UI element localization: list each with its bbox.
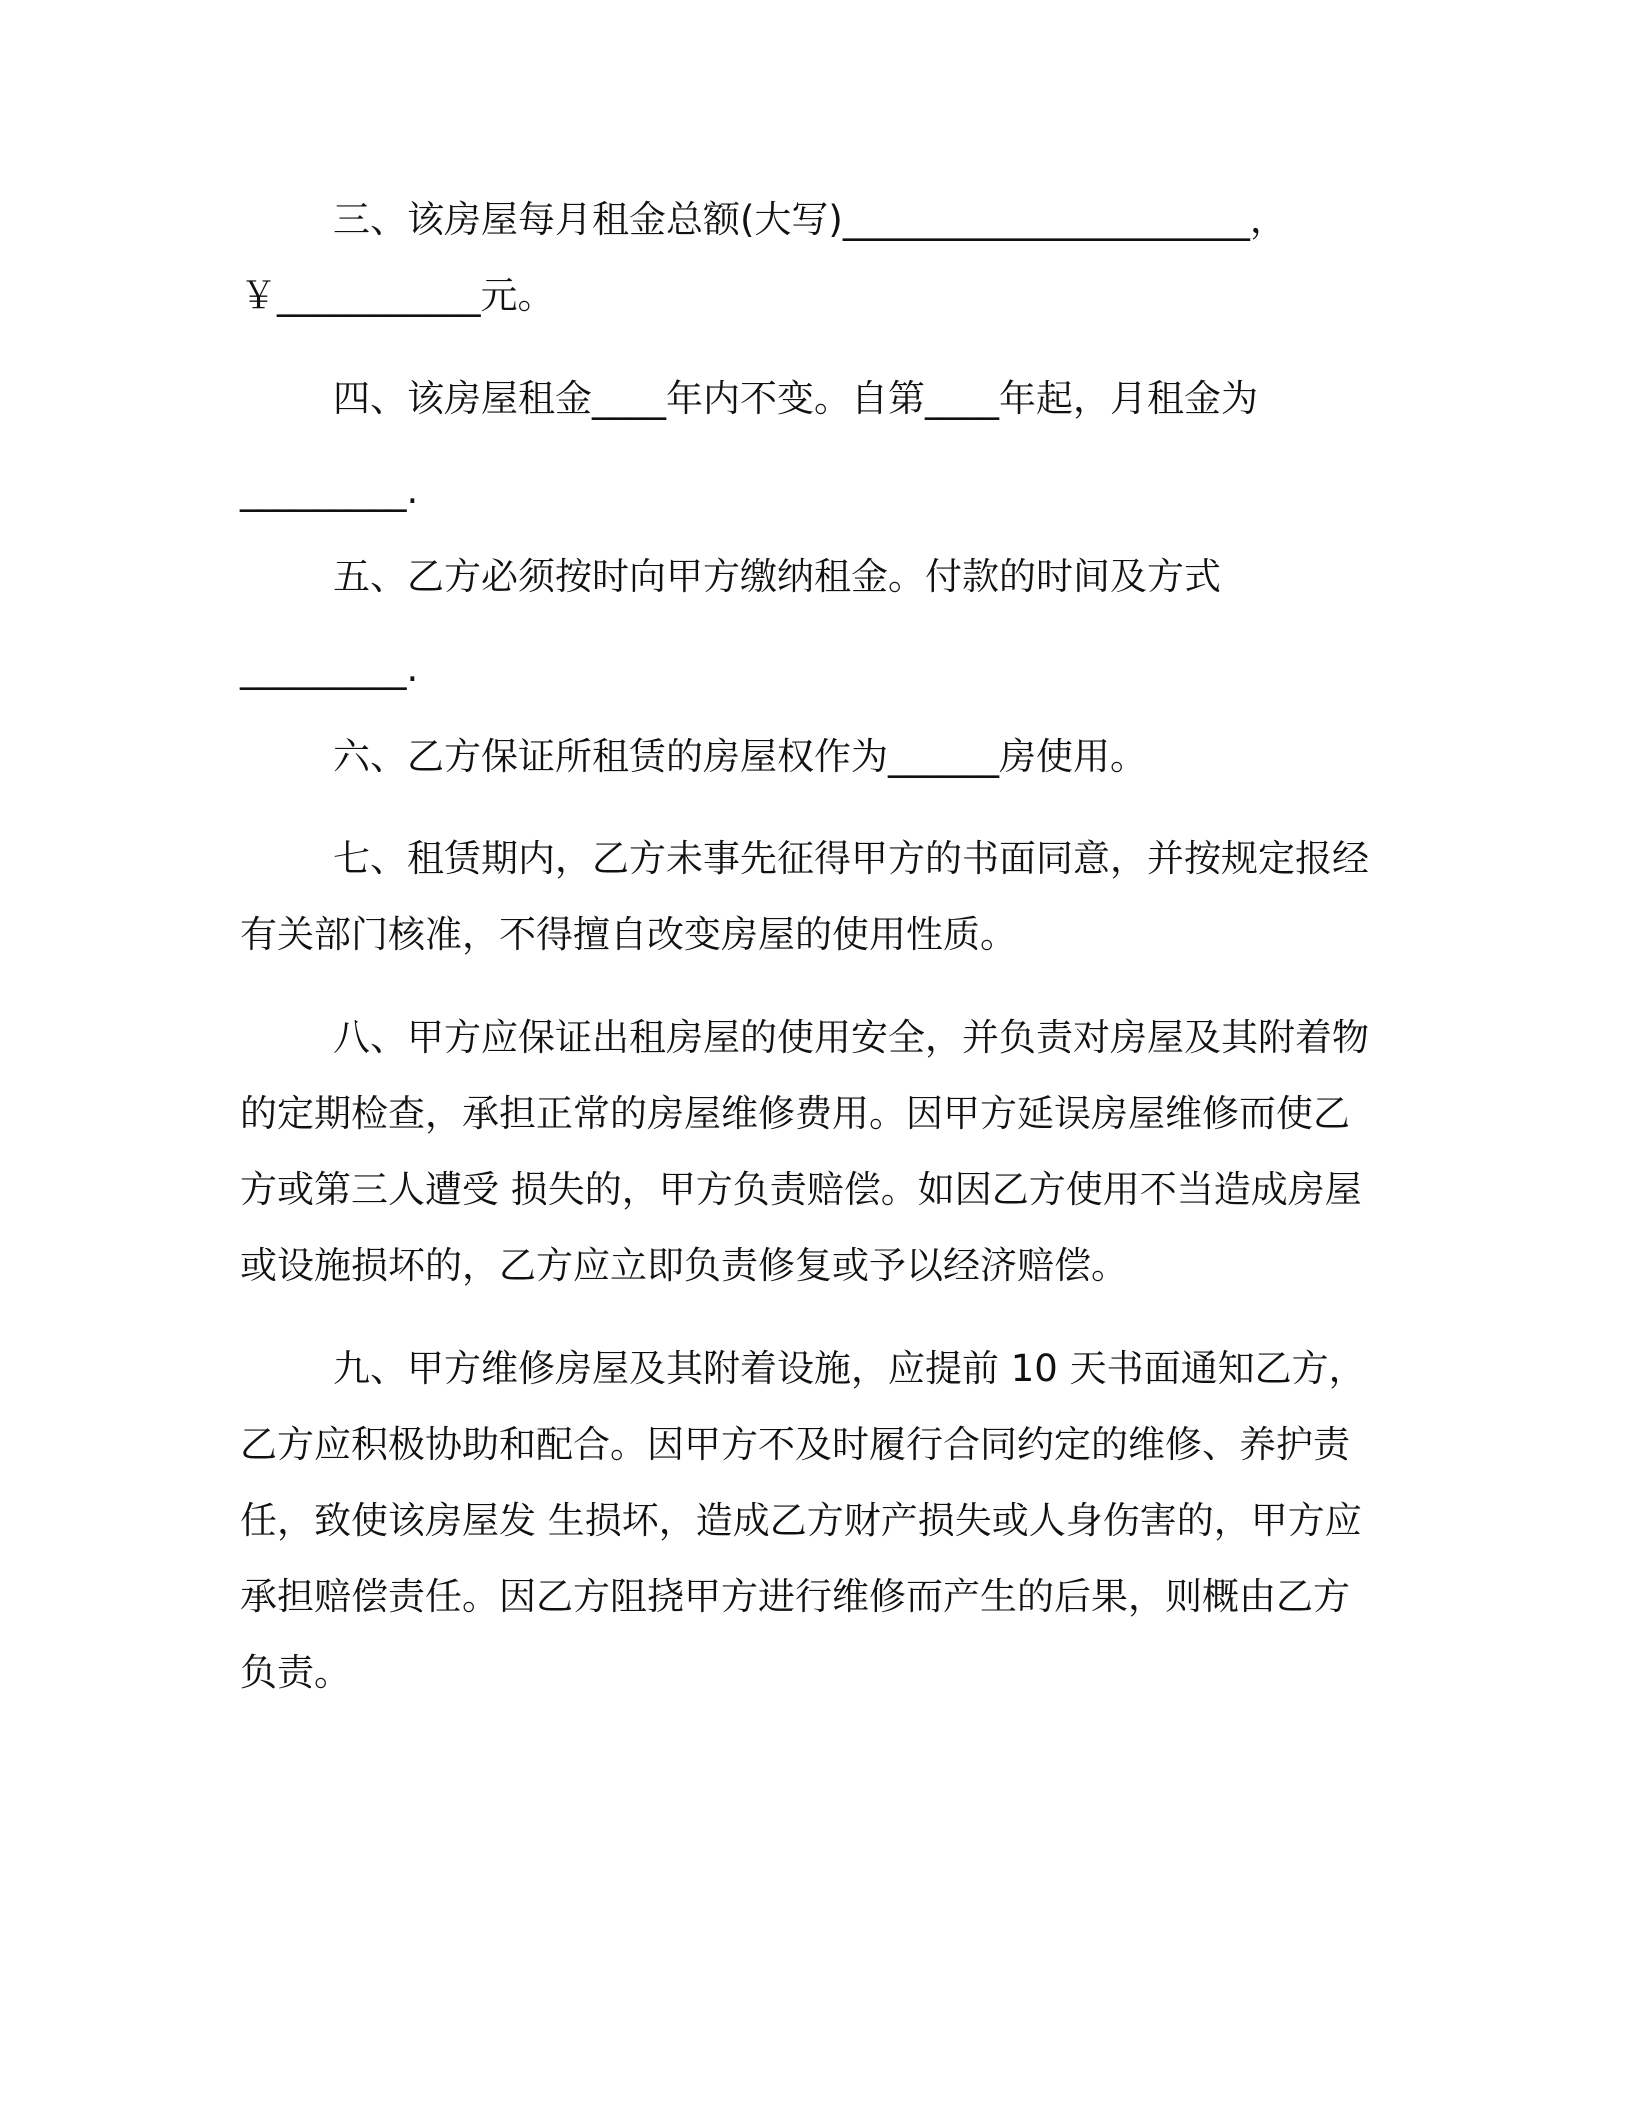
clause-5-line-2: _________.	[240, 647, 419, 690]
clause-4-line-2: _________.	[240, 469, 419, 512]
clause-8-line-4: 或设施损坏的，乙方应立即负责修复或予以经济赔偿。	[240, 1244, 1128, 1287]
clause-4-line-1: 四、该房屋租金____年内不变。自第____年起，月租金为	[333, 377, 1258, 420]
clause-6-line-1: 六、乙方保证所租赁的房屋权作为______房使用。	[333, 735, 1147, 778]
clause-9-line-4: 承担赔偿责任。因乙方阻挠甲方进行维修而产生的后果，则概由乙方	[240, 1575, 1350, 1618]
clause-9-line-5: 负责。	[240, 1651, 351, 1694]
clause-8-line-2: 的定期检查，承担正常的房屋维修费用。因甲方延误房屋维修而使乙	[240, 1092, 1350, 1135]
clause-9-line-2: 乙方应积极协助和配合。因甲方不及时履行合同约定的维修、养护责	[240, 1423, 1350, 1466]
clause-3-line-2: ￥___________元。	[240, 274, 555, 317]
clause-9-line-3: 任，致使该房屋发 生损坏，造成乙方财产损失或人身伤害的，甲方应	[240, 1499, 1362, 1542]
clause-8-line-3: 方或第三人遭受 损失的，甲方负责赔偿。如因乙方使用不当造成房屋	[240, 1168, 1362, 1211]
clause-3-line-1: 三、该房屋每月租金总额(大写)______________________，	[333, 198, 1287, 241]
clause-9-line-1: 九、甲方维修房屋及其附着设施，应提前 10 天书面通知乙方，	[333, 1347, 1366, 1390]
clause-5-line-1: 五、乙方必须按时向甲方缴纳租金。付款的时间及方式	[333, 555, 1221, 598]
clause-7-line-2: 有关部门核准，不得擅自改变房屋的使用性质。	[240, 913, 1017, 956]
clause-8-line-1: 八、甲方应保证出租房屋的使用安全，并负责对房屋及其附着物	[333, 1016, 1369, 1059]
clause-7-line-1: 七、租赁期内，乙方未事先征得甲方的书面同意，并按规定报经	[333, 837, 1369, 880]
